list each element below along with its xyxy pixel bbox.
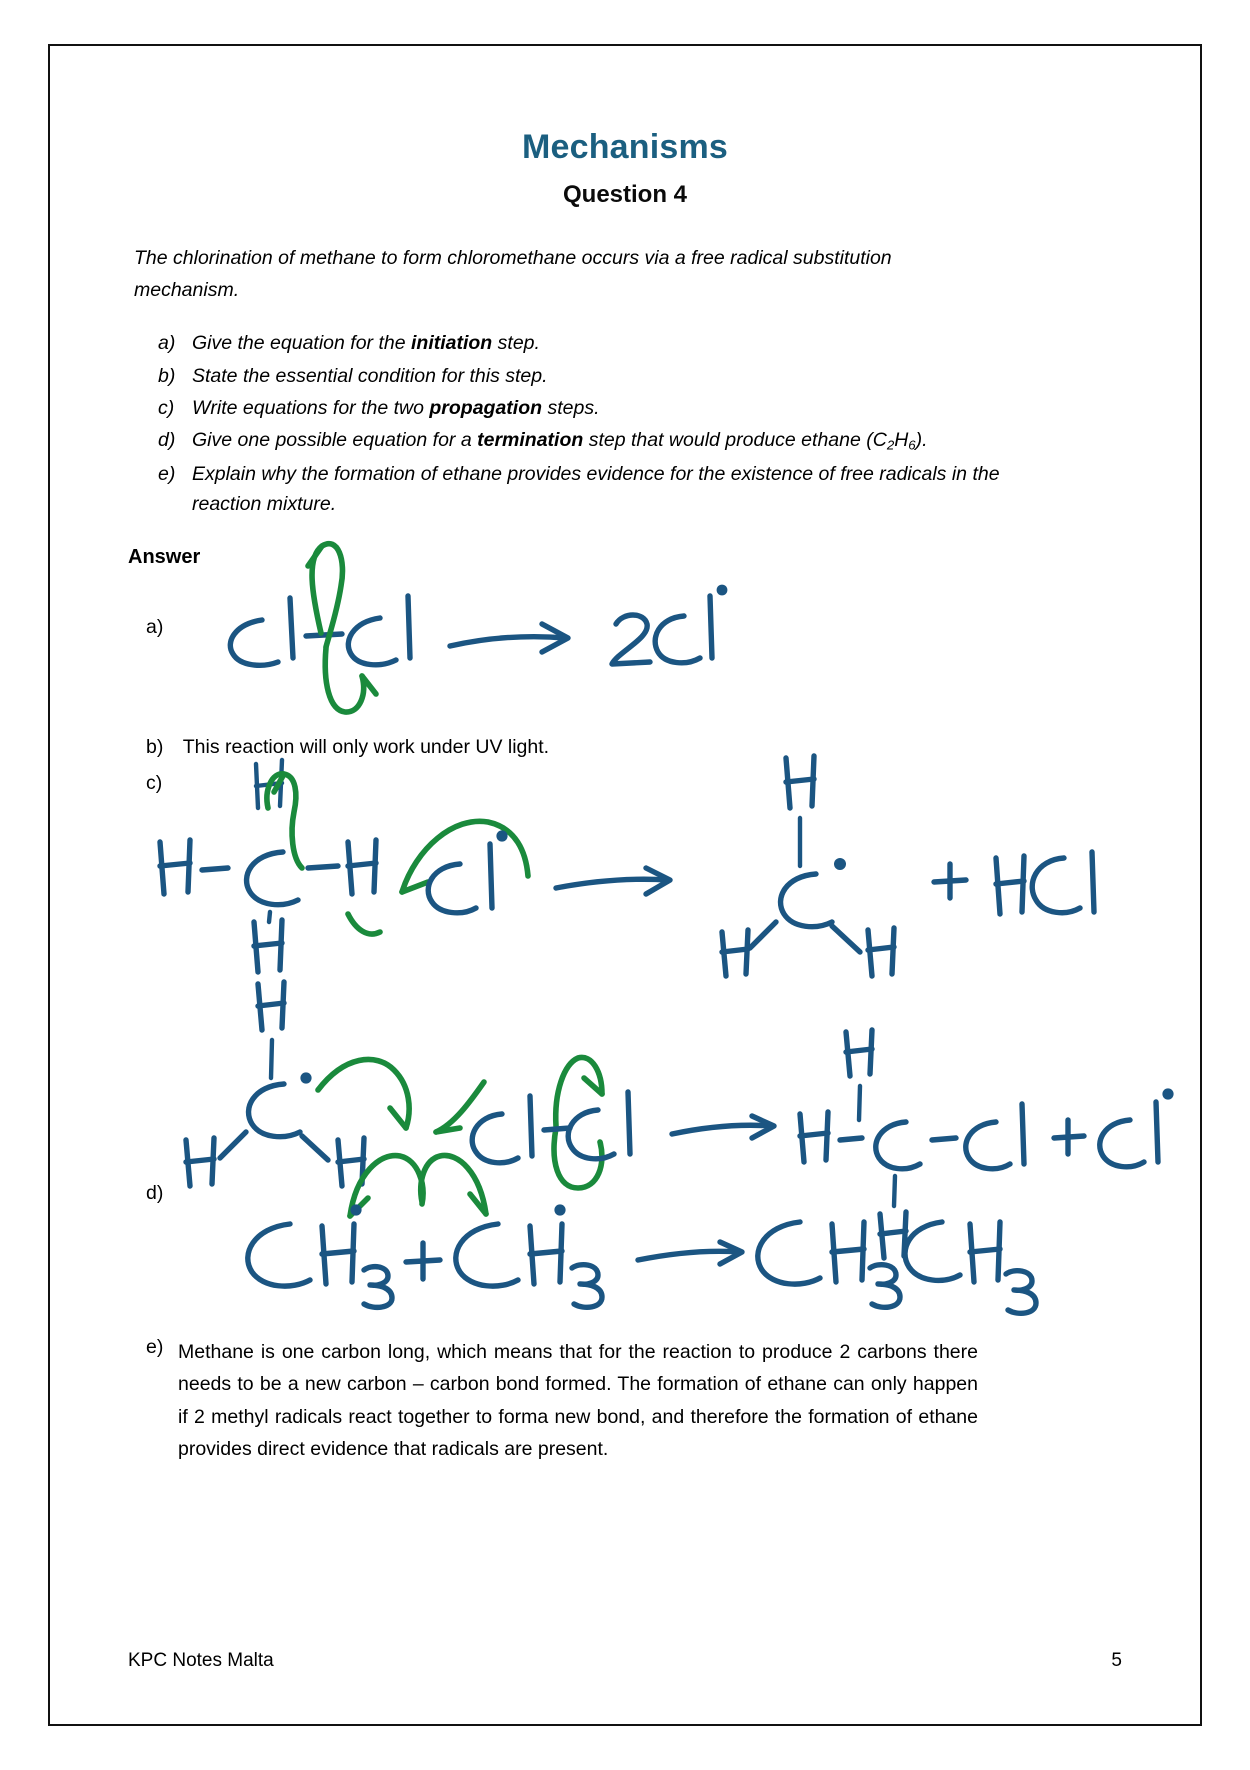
list-text [192,328,1002,358]
answer-label-c: c) [146,772,163,794]
list-text-bold: propagation [429,396,543,419]
footer [128,1650,1122,1672]
answer-label-b: b) [146,736,164,758]
footer-page-number: 5 [1111,1650,1122,1671]
formula-subscript: 2 [886,438,895,454]
answer-label-a: a) [146,616,164,638]
list-text-after: steps. [542,396,600,419]
intro-paragraph: The chlorination of methane to form chloromethane occurs via a free radical substitution mechanism. [134,247,892,301]
list-text: Give one possible equation for a termination step that would produce ethane $(C_2H_6)$. [192,429,928,454]
answer-b-line [146,736,549,759]
list-text-after: step. [492,332,540,355]
list-text-before: Write equations for the two [192,396,430,419]
list-text-bold: termination [477,429,584,452]
answer-b-text: This reaction will only work under UV light. [182,736,550,758]
list-marker: c) [158,396,175,419]
list-item [128,425,1122,456]
answer-label-e: e) [146,1336,164,1358]
answer-label-d: d) [146,1182,164,1204]
list-text [192,459,1002,520]
list-text-before: State the essential condition for this step. [192,364,548,387]
list-item [128,393,1122,423]
list-text-before: Give the equation for the [192,332,411,355]
list-item [128,361,1122,391]
list-item [128,459,1122,520]
question-list [128,328,1122,519]
page-sheet [48,44,1202,1726]
footer-source: KPC Notes Malta [128,1650,274,1671]
page-content [50,46,1200,1724]
answer-heading: Answer [128,545,201,568]
list-item [128,328,1122,358]
list-text-before: Explain why the formation of ethane provides evidence for the existence of free radicals in the reaction mixture. [192,462,1000,516]
answer-e-paragraph: Methane is one carbon long, which means that for the reaction to produce 2 carbons there needs to be a new carbon – carbon bond formed. The formation of ethane can only happen if 2 methyl radicals react together to forma new bond, and therefore the formation of ethane provides direct evidence that radicals are present. [178,1341,978,1461]
page-title: Mechanisms [521,128,729,166]
question-heading: Question 4 [562,181,688,208]
list-marker: e) [158,462,176,485]
list-marker: b) [158,364,176,387]
formula-subscript: 6 [908,438,916,454]
list-text [192,361,1002,391]
list-marker: a) [158,332,176,355]
list-marker: d) [158,429,176,452]
list-text-bold: initiation [410,332,493,355]
list-text [192,393,1002,423]
